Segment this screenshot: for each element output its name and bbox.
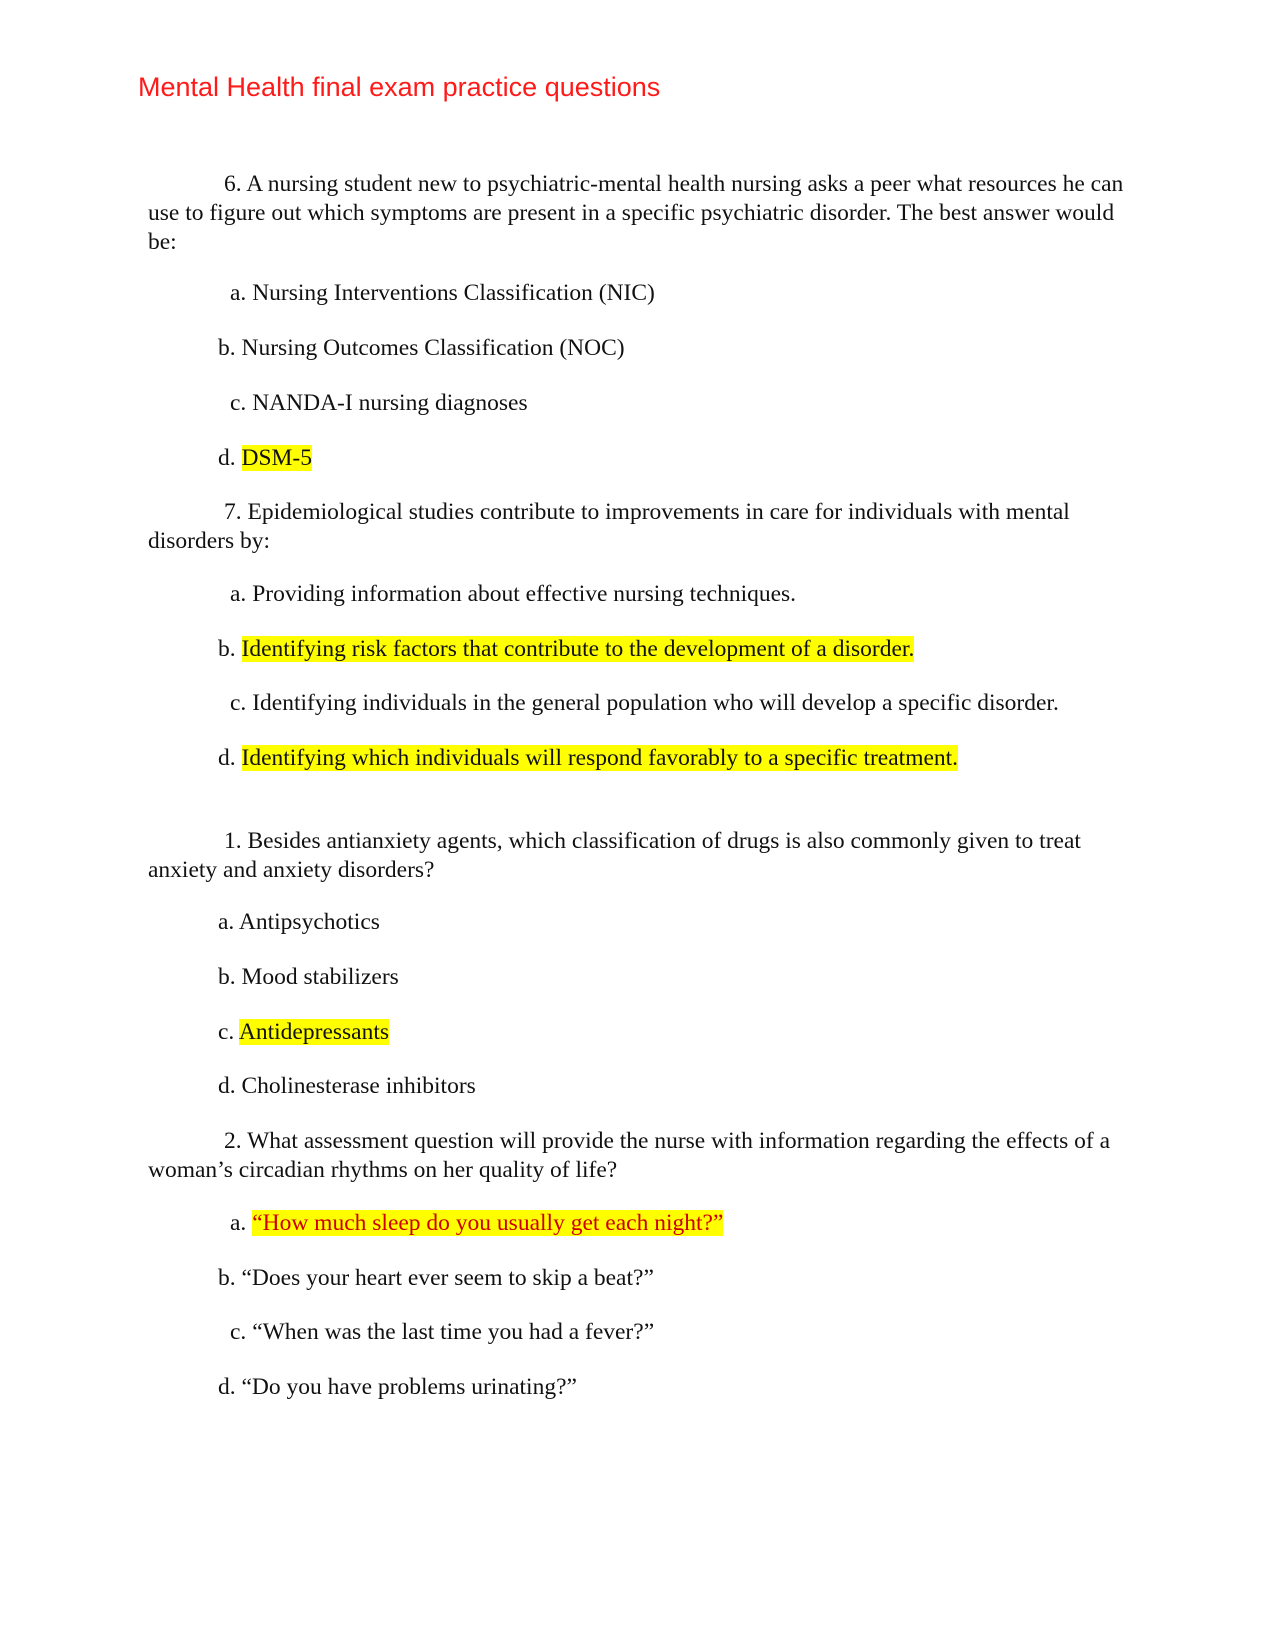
option-text: NANDA-I nursing diagnoses [252,390,528,416]
option-letter: b. [218,1265,236,1291]
option-text: Nursing Outcomes Classification (NOC) [241,335,625,361]
question-6-option-d [218,444,312,473]
option-text-highlighted: “How much sleep do you usually get each night?” [252,1210,724,1236]
option-text-highlighted: Antidepressants [238,1019,390,1045]
option-text: Cholinesterase inhibitors [241,1073,476,1099]
question-2-stem: 2. What assessment question will provide the nurse with information regarding the effects of a woman’s circadian rhythms on her quality of life? [148,1128,1111,1183]
option-text: Nursing Interventions Classification (NIC) [252,280,655,306]
question-1-stem: 1. Besides antianxiety agents, which classification of drugs is also commonly given to treat anxiety and anxiety disorders? [148,828,1081,883]
option-letter: c. [230,1319,247,1345]
option-letter: a. [218,909,235,935]
question-7-option-c [230,689,1059,718]
option-text: “When was the last time you had a fever?” [252,1319,655,1345]
option-text-highlighted: Identifying risk factors that contribute to the development of a disorder. [241,636,915,662]
option-letter: d. [218,1073,236,1099]
option-text-highlighted: Identifying which individuals will respond favorably to a specific treatment. [241,745,959,771]
option-letter: a. [230,581,247,607]
question-1-option-c [218,1018,389,1047]
question-7-option-a [230,580,796,609]
question-2-option-c [230,1318,654,1347]
question-1-option-d [218,1072,476,1101]
option-letter: d. [218,445,236,471]
option-letter: b. [218,636,236,662]
question-7-option-d [218,744,958,773]
option-letter: a. [230,280,247,306]
question-1-option-b [218,963,399,992]
option-letter: c. [218,1019,235,1045]
question-2-option-d [218,1373,577,1402]
option-letter: a. [230,1210,247,1236]
question-7-option-b [218,635,914,664]
option-letter: d. [218,745,236,771]
question-6-stem: 6. A nursing student new to psychiatric-mental health nursing asks a peer what resources he can use to figure out which symptoms are present in a specific psychiatric disorder. The best answer would be: [148,171,1124,255]
option-letter: c. [230,690,247,716]
option-letter: b. [218,335,236,361]
option-text: “Do you have problems urinating?” [241,1374,577,1400]
question-6-option-c [230,389,528,418]
option-text: Providing information about effective nursing techniques. [252,581,797,607]
question-6-option-b [218,334,625,363]
option-letter: c. [230,390,247,416]
document-title: Mental Health final exam practice questions [138,72,661,102]
question-6-option-a [230,279,655,308]
option-letter: d. [218,1374,236,1400]
option-text: Identifying individuals in the general population who will develop a specific disorder. [252,690,1059,716]
option-letter: b. [218,964,236,990]
question-2-option-a [230,1209,723,1238]
option-text-highlighted: DSM-5 [241,445,313,471]
question-1-option-a [218,908,380,937]
question-2-option-b [218,1264,654,1293]
option-text: Mood stabilizers [241,964,399,990]
option-text: Antipsychotics [238,909,380,935]
question-7-stem: 7. Epidemiological studies contribute to improvements in care for individuals with mental disorders by: [148,499,1070,554]
option-text: “Does your heart ever seem to skip a beat?” [241,1265,654,1291]
